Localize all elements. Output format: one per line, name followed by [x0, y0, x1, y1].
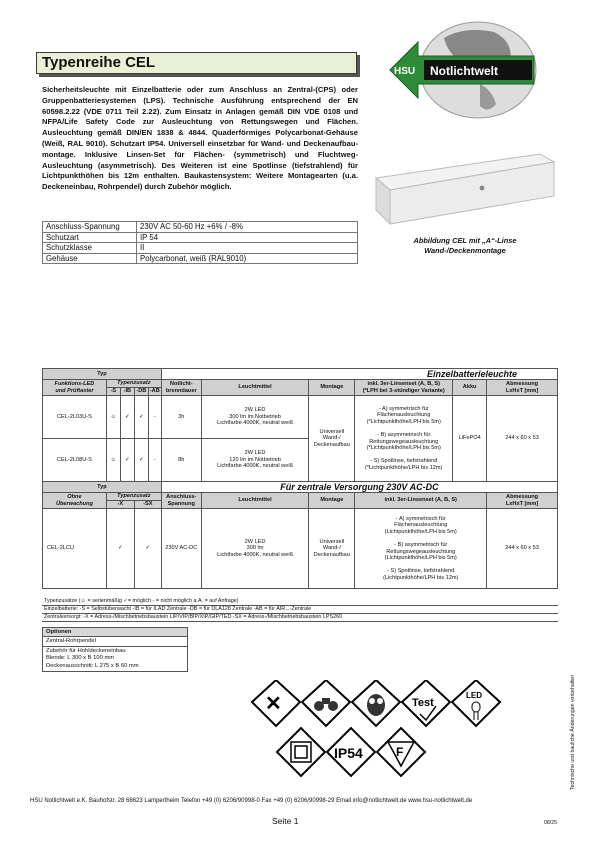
- side-notice-text: Technische und bauliche Änderungen vorbehalten: [570, 674, 576, 790]
- col-linsenset-2: inkl. 3er-Linsenset (A, B, S): [355, 493, 487, 509]
- brenndauer: 3h: [161, 396, 201, 439]
- abmessung: 244 x 60 x 53: [487, 509, 558, 589]
- abmessung: 244 x 60 x 53: [487, 396, 558, 482]
- description: Sicherheitsleuchte mit Einzelbatterie oder zum Anschluss an Zentral-(CPS) oder Gruppenbatteriesystemen (LPS). Technische Ausführung entsprechend der EN 60598.2.22 (VDE 0711 Teil 2.22). Zum Einsatz in Anlagen gemäß DIN VDE 0108 und NFPA/Life Safety Code zur Ausleuchtung von Rettungswegen und Flächen. Ausleuchtung gemäß DIN/EN 1838 & 4844. Quaderförmiges Polycarbonat-Gehäuse (Weiß, RAL 9010). Schutzart IP54. Universell einsetzbar für Wand- und Deckenaufbau-montage. Inklusive Linsen-Set für Flächen- (symmetrisch) und Fluchtweg-Ausleuchtung (asymmetrisch). Des Weiteren ist eine Spotlinse (tiefstrahlend) für Lichtpunkthöhen bis 12m enthalten. Baukastensystem: Weitere Montagearten (u.a. Deckeneinbau, Rohrpendel) durch Zubehör möglich.: [42, 85, 358, 192]
- image-caption: Abbildung CEL mit „A“-Linse Wand-/Deckenmontage: [413, 236, 517, 255]
- col-leuchtmittel-2: Leuchtmittel: [201, 493, 309, 509]
- legend-notes: [42, 598, 558, 622]
- col-anschluss: Anschluss- Spannung: [161, 493, 201, 509]
- section-zentral: Für zentrale Versorgung 230V AC-DC: [161, 482, 557, 493]
- spec-key: Gehäuse: [43, 253, 137, 264]
- options-box: [42, 627, 188, 672]
- spec-table: [42, 221, 358, 264]
- spannung: 230V AC-DC: [161, 509, 201, 589]
- typ-header: Typ: [43, 369, 162, 380]
- product-name: CEL-2L08U-S: [43, 439, 107, 482]
- product-name: CEL-2L03U-S: [43, 396, 107, 439]
- logo: [384, 18, 546, 122]
- montage: Universell Wand-/ Deckenaufbau: [309, 509, 355, 589]
- spec-row: [43, 243, 358, 254]
- typ-header-2: Typ: [43, 482, 162, 493]
- opt-db: ✓: [134, 396, 148, 439]
- svg-text:Notlichtwelt: Notlichtwelt: [430, 64, 498, 78]
- opt-ab: -: [148, 396, 161, 439]
- col-montage-2: Montage: [309, 493, 355, 509]
- col-leuchtmittel: Leuchtmittel: [201, 380, 309, 396]
- opt-ab: -: [148, 439, 161, 482]
- spec-row: [43, 253, 358, 264]
- f-label: F: [396, 745, 404, 759]
- page-number: Seite 1: [272, 816, 299, 826]
- col-ohne: Ohne Überwachung: [43, 493, 107, 509]
- side-notice: [570, 640, 582, 790]
- table-row: [43, 396, 558, 439]
- opt-s: ☺: [106, 396, 120, 439]
- footer-address: HSU Notlichtwelt e.K. Bauhofstr. 28 68623 Lampertheim Telefon +49 (0) 6206/90998-0 Fax +49 (0) 6206/90998-29 Email info@notlichtwelt.de www.hsu-notlichtwelt.de: [30, 798, 473, 804]
- opt-s: ☺: [106, 439, 120, 482]
- protection-class-diamond-icon: [277, 728, 325, 776]
- opt-sx: ✓: [134, 509, 161, 589]
- col-linsenset: inkl. 3er-Linsenset (A, B, S) (*LPH bei 3-stündiger Variante): [355, 380, 453, 396]
- col-funktions: Funktions-LED und Prüftaster: [43, 380, 107, 396]
- options-header: Optionen: [43, 628, 187, 637]
- spec-value: 230V AC 50-60 Hz +6% / -8%: [137, 222, 358, 233]
- note-zentral: Zentralversorgt: -X = Adress-/Mischbetriebsbaustein LIP/VIP/BIP/XIP/GIP/TED -SX = Adress-/Mischbetriebsbaustein LPS260: [42, 614, 558, 622]
- col-typenzusatz: Typenzusatz: [106, 380, 161, 388]
- opt-ib: ✓: [120, 439, 134, 482]
- col-ab: -AB: [149, 388, 160, 395]
- linsenset: - A) symmetrisch für Flächenausleuchtung (*Lichtpunkthöhe/LPH bis 5m) - B) asymmetrisch für Rettungswegeausleuchtung (*Lichtpunkthöhe/LPH bis 5m) - S) Spotlinse, tiefstrahlend (*Lichtpunkthöhe/LPH bis 12m): [355, 396, 453, 482]
- col-typenzusatz-2: Typenzusatz: [106, 493, 161, 501]
- test-label: Test: [412, 697, 434, 709]
- logo-graphic: [384, 18, 546, 122]
- col-abmessung: Abmessung LxHxT [mm]: [487, 380, 558, 396]
- spec-key: Schutzart: [43, 232, 137, 243]
- led-diamond-icon: [452, 680, 500, 726]
- led-label: LED: [466, 691, 482, 700]
- owl-icon: [367, 694, 385, 716]
- col-abmessung-2: Abmessung LxHxT [mm]: [487, 493, 558, 509]
- opt-ib: ✓: [120, 396, 134, 439]
- col-notlicht: Notlicht- brenndauer: [161, 380, 201, 396]
- col-x: -X: [106, 501, 134, 509]
- certification-symbols: [222, 680, 522, 800]
- opt-db: ✓: [134, 439, 148, 482]
- brenndauer: 8h: [161, 439, 201, 482]
- montage: Universell Wand-/ Deckenaufbau: [309, 396, 355, 482]
- spec-key: Schutzklasse: [43, 243, 137, 254]
- linsenset: - A) symmetrisch für Flächenausleuchtung (Lichtpunkthöhe/LPH bis 5m) - B) asymmetrisch für Rettungswegeausleuchtung (Lichtpunkthöhe/LPH bis 5m) - S) Spotlinse, tiefstrahlend (Lichtpunkthöhe/LPH bis 12m): [355, 509, 487, 589]
- spec-row: [43, 232, 358, 243]
- ip-label: IP54: [334, 745, 363, 761]
- spec-row: [43, 222, 358, 233]
- spec-value: Polycarbonat, weiß (RAL9010): [137, 253, 358, 264]
- col-montage: Montage: [309, 380, 355, 396]
- product-image: [370, 148, 558, 228]
- col-sx: -SX: [134, 501, 161, 509]
- product-table: [42, 368, 558, 589]
- leuchtmittel: 2W LED 300 lm im Notbetrieb Lichtfarbe 4000K, neutral weiß: [201, 396, 309, 439]
- col-db: -DB: [134, 388, 148, 396]
- col-akku: Akku: [453, 380, 487, 396]
- spec-value: II: [137, 243, 358, 254]
- col-ib: -IB: [120, 388, 134, 396]
- leuchtmittel: 2W LED 300 lm Lichtfarbe 4000K, neutral weiß: [201, 509, 309, 589]
- page-title: Typenreihe CEL: [42, 54, 156, 71]
- option-item: Zubehör für Hohldeckeneinbau Blende: L 300 x B 100 mm Deckenausschnitt: L 275 x B 60 mm: [46, 648, 139, 669]
- note-einzelbatterie: Einzelbatterie: -S = Selbstüberwacht -IB = für ILAD Zentrale -DB = für DLA128 Zentrale -AB = für AIR...-Zentrale: [42, 606, 558, 614]
- title-box: [36, 52, 357, 74]
- option-item: Zentral-Rohrpendel: [43, 637, 187, 647]
- col-s: -S: [106, 388, 120, 396]
- svg-text:HSU: HSU: [394, 66, 416, 77]
- spec-key: Anschluss-Spannung: [43, 222, 137, 233]
- akku: LiFePO4: [453, 396, 487, 482]
- note-typenzusatze: Typenzusätze (☺ = serienmäßig ✓= möglich - = nicht möglich a.A. = auf Anfrage): [42, 598, 558, 606]
- document-code: 08/25: [544, 820, 557, 826]
- product-name: CEL-2LCU: [43, 509, 107, 589]
- cross-icon: ✕: [265, 693, 282, 715]
- table-row: [43, 509, 558, 589]
- spec-value: IP 54: [137, 232, 358, 243]
- section-einzelbatterie: Einzelbatterieleuchte: [161, 369, 557, 380]
- opt-x: ✓: [106, 509, 134, 589]
- leuchtmittel: 2W LED 120 lm im Notbetrieb Lichtfarbe 4000K, neutral weiß: [201, 439, 309, 482]
